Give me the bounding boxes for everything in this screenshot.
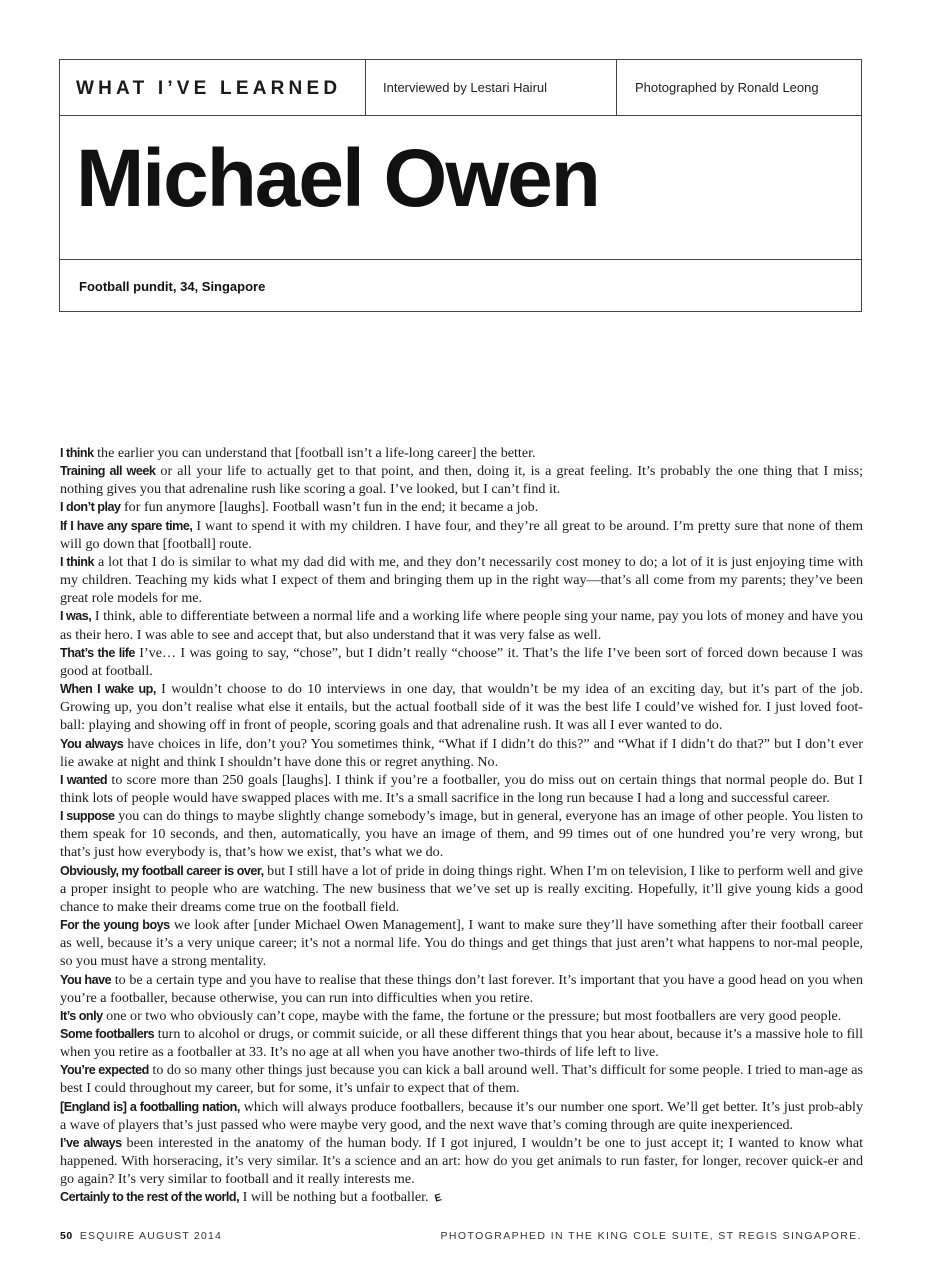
subject-description: Football pundit, 34, Singapore — [79, 279, 266, 294]
article-paragraph — [60, 862, 863, 916]
article-paragraph — [60, 553, 863, 607]
paragraph-text: I’ve… I was going to say, “chose”, but I didn’t really “choose” it. That’s the life I’ve been sort of forced down because I was good at football. — [60, 644, 864, 679]
paragraph-lead-in: You have — [60, 972, 112, 987]
paragraph-lead-in: You’re expected — [60, 1063, 149, 1078]
paragraph-lead-in: For the young boys — [60, 918, 170, 933]
paragraph-text: which will always produce footballers, because it’s our number one sport. We’ll get better. It’s just prob-ably a wave of players that’s just passed who were maybe very good, and the next wave that’s coming through are quite inexperienced. — [60, 1098, 863, 1133]
article-paragraph — [60, 1007, 863, 1025]
title-divider — [60, 259, 861, 260]
paragraph-text: a lot that I do is similar to what my dad did with me, and they don’t necessarily cost money to do; a lot of it is just enjoying time with my children. Teaching my kids what I expect of them and bringing them up in the right way—that’s all come from my parents; they’ve been great role models for me. — [60, 553, 863, 607]
article-paragraph — [60, 444, 863, 462]
article-paragraph — [60, 644, 863, 680]
article-paragraph — [60, 498, 863, 516]
paragraph-lead-in: You always — [60, 736, 124, 751]
article-paragraph — [60, 1098, 863, 1134]
paragraph-lead-in: Some footballers — [60, 1027, 155, 1041]
paragraph-lead-in: When I wake up, — [60, 682, 156, 697]
article-paragraph — [60, 607, 863, 643]
photographer-credit: Photographed by Ronald Leong — [635, 80, 819, 95]
article-paragraph — [60, 517, 863, 553]
page-title: Michael Owen — [76, 133, 599, 224]
paragraph-lead-in: I think — [60, 446, 94, 460]
paragraph-text: I will be nothing but a footballer. — [239, 1189, 429, 1206]
paragraph-lead-in: That’s the life — [60, 645, 135, 660]
paragraph-text: the earlier you can understand that [football isn’t a life-long career] the better. — [93, 445, 536, 461]
paragraph-lead-in: Certainly to the rest of the world, — [60, 1190, 240, 1205]
header-divider — [616, 60, 617, 115]
paragraph-text: turn to alcohol or drugs, or commit suicide, or all these different things that you hear about, because it’s a massive hole to fill when you retire as a footballer at 33. It’s no age at all when you have another two-thirds of life left to live. — [60, 1026, 864, 1061]
paragraph-lead-in: I don’t play — [60, 500, 121, 515]
paragraph-text: or all your life to actually get to that point, and then, doing it, is a great feeling. It’s probably the one thing that I miss; nothing gives you that adrenaline rush like scoring a goal. I’ve looked, but I can’t find it. — [60, 463, 863, 498]
paragraph-lead-in: I wanted — [60, 772, 108, 787]
page-number: 50 — [60, 1230, 73, 1242]
article-paragraph — [60, 462, 863, 498]
section-label: WHAT I’VE LEARNED — [76, 78, 342, 99]
paragraph-lead-in: I think — [60, 554, 94, 569]
paragraph-lead-in: I’ve always — [60, 1135, 122, 1150]
paragraph-text: have choices in life, don’t you? You sometimes think, “What if I didn’t do this?” and “What if I didn’t do that?” but I don’t ever lie awake at night and think I shouldn’t have done this or regret anything. No. — [60, 735, 863, 770]
paragraph-lead-in: I suppose — [60, 809, 115, 824]
paragraph-text: we look after [under Michael Owen Management], I want to make sure they’ll have something after their football career as well, because it’s a very unique career; it’s not a normal life. You do things and get things that just aren’t what happens to nor-mal people, so you must have a strong mentality. — [60, 917, 864, 970]
end-mark-icon: E — [433, 1192, 443, 1206]
article-paragraph — [60, 735, 863, 771]
paragraph-text: to be a certain type and you have to realise that these things don’t last forever. It’s important that you have a good head on you when you’re a footballer, because otherwise, you can run into difficulties when you retire. — [60, 971, 863, 1006]
paragraph-text: for fun anymore [laughs]. Football wasn’t fun in the end; it became a job. — [120, 499, 539, 516]
interviewer-credit: Interviewed by Lestari Hairul — [383, 80, 548, 95]
paragraph-lead-in: I was, — [60, 609, 92, 624]
header-box — [59, 59, 862, 312]
footer-folio — [60, 1230, 222, 1242]
paragraph-text: been interested in the anatomy of the human body. If I got injured, I wouldn’t be one to just accept it; I wanted to know what happened. With horseracing, it’s very similar. It’s a science and an art: how do you get animals to run faster, for longer, recover quick-er and go again? It’s very similar to football and it really interests me. — [60, 1134, 863, 1188]
article-paragraph — [60, 771, 863, 807]
paragraph-text: to do so many other things just because you can kick a ball around well. That’s difficult for some people. I tried to man-age as best I could throughout my career, but for some, it’s unfair to expect that of them. — [60, 1062, 863, 1097]
paragraph-text: I wouldn’t choose to do 10 interviews in one day, that wouldn’t be my idea of an exciting day, but it’s part of the job. Growing up, you don’t realise what else it entails, but the actual football side of it was the best life I could’ve wished for. I just loved foot-ball: playing and showing off in front of people, scoring goals and that adrenaline rush. It was all I ever wanted to do. — [60, 681, 863, 734]
article-paragraph — [60, 1134, 863, 1188]
article-paragraph — [60, 1025, 863, 1061]
paragraph-text: but I still have a lot of pride in doing things right. When I’m on television, I like to perform well and give a proper insight to people who are watching. The new business that we’ve set up is really exciting. Hopefully, it’ll give young kids a good chance to make their dreams come true on the football field. — [60, 862, 864, 915]
paragraph-lead-in: If I have any spare time, — [60, 518, 193, 533]
header-divider — [365, 60, 366, 115]
article-paragraph — [60, 916, 863, 970]
article-paragraph — [60, 971, 863, 1007]
article-body — [60, 444, 863, 1209]
article-paragraph — [60, 807, 863, 861]
article-paragraph — [60, 1188, 863, 1208]
paragraph-text: I want to spend it with my children. I have four, and they’re all great to be around. I’m pretty sure that none of them will go down that [football] route. — [60, 517, 863, 552]
paragraph-text: I think, able to differentiate between a normal life and a working life where people sing your name, pay you lots of money and have you as their hero. I was able to see and accept that, but also understand that it was very false as well. — [60, 608, 863, 643]
header-top-row — [60, 60, 861, 116]
photo-credit-location: PHOTOGRAPHED IN THE KING COLE SUITE, ST REGIS SINGAPORE. — [440, 1230, 862, 1242]
paragraph-lead-in: [England is] a footballing nation, — [60, 1099, 240, 1114]
paragraph-text: to score more than 250 goals [laughs]. I think if you’re a footballer, you do miss out on certain things that normal people do. But I think lots of people would have swapped places with me. It’s a small sacrifice in the long run because I had a long and successful career. — [60, 771, 863, 806]
paragraph-lead-in: It’s only — [60, 1008, 103, 1023]
article-paragraph — [60, 680, 863, 734]
article-paragraph — [60, 1061, 863, 1097]
publication-info: ESQUIRE AUGUST 2014 — [79, 1230, 223, 1242]
paragraph-text: one or two who obviously can’t cope, maybe with the fame, the fortune or the pressure; but most footballers are very good people. — [102, 1007, 842, 1024]
paragraph-lead-in: Training all week — [60, 464, 156, 479]
paragraph-text: you can do things to maybe slightly change somebody’s image, but in general, everyone has an image of other people. You listen to them speak for 10 seconds, and then, automatically, you have an image of them, and 99 times out of one hundred you’re very wrong, but that’s just how everybody is, that’s how we exist, that’s what we do. — [60, 808, 864, 861]
paragraph-lead-in: Obviously, my football career is over, — [60, 863, 264, 878]
